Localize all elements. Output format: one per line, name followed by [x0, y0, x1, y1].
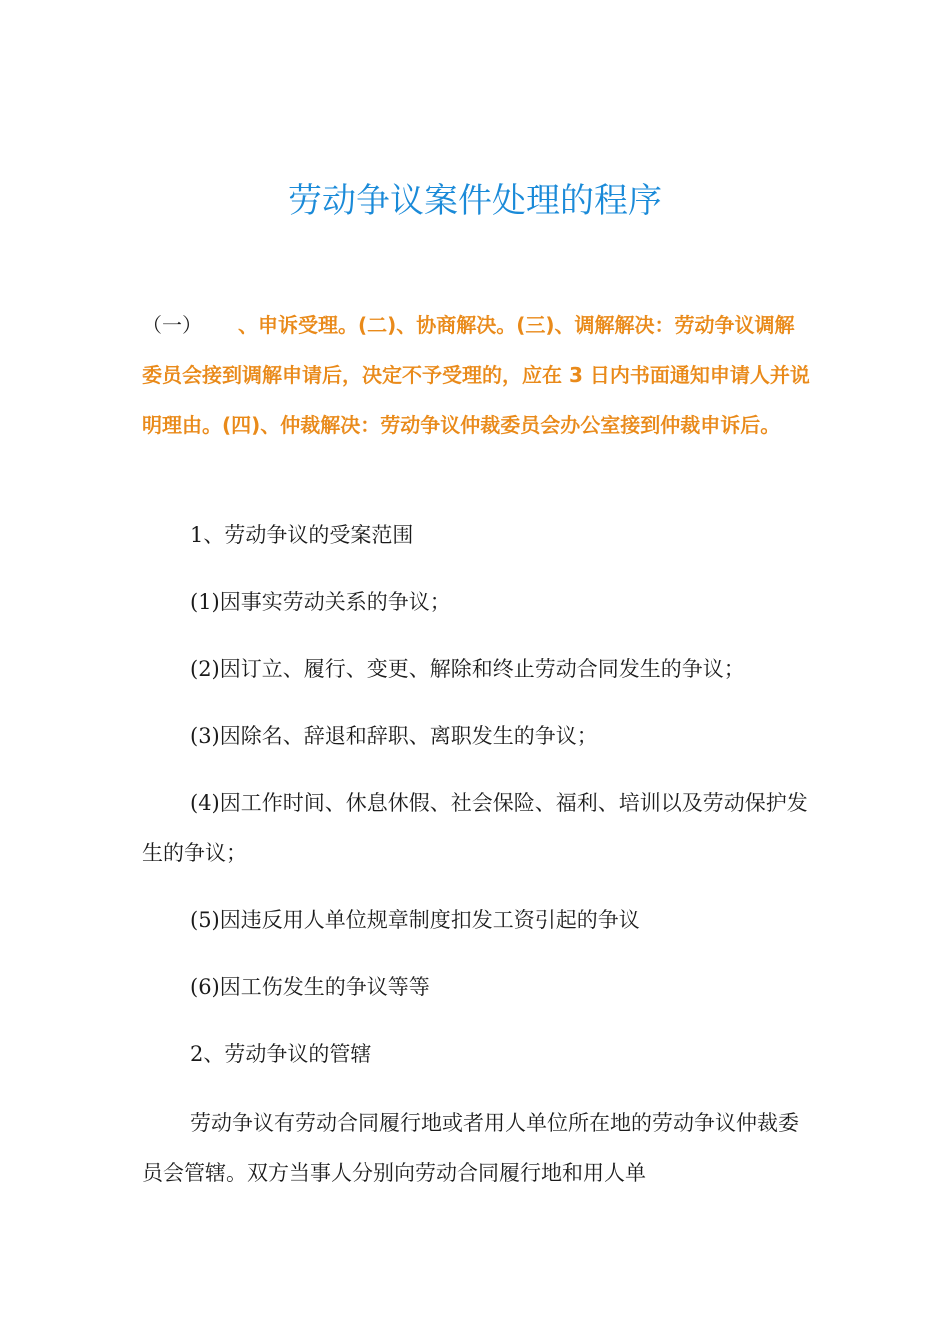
- body-paragraph: 劳动争议有劳动合同履行地或者用人单位所在地的劳动争议仲裁委员会管辖。双方当事人分别向劳动合同履行地和用人单: [142, 1111, 799, 1185]
- list-item: (3)因除名、辞退和辞职、离职发生的争议；: [190, 724, 598, 748]
- section-heading-scope: 1、劳动争议的受案范围: [190, 523, 414, 547]
- list-item: (6)因工伤发生的争议等等: [190, 975, 430, 999]
- summary-lead: （一）: [142, 313, 192, 337]
- list-item: (2)因订立、履行、变更、解除和终止劳动合同发生的争议；: [190, 657, 745, 681]
- summary-text: 、申诉受理。(二)、协商解决。(三)、调解解决：劳动争议调解委员会接到调解申请后，决定不予受理的，应在 3 日内书面通知申请人并说明理由。(四)、仲裁解决：劳动争议仲裁委员会办公室接到仲裁申诉后。: [142, 313, 810, 437]
- summary-paragraph: [142, 300, 810, 450]
- section-heading-jurisdiction: 2、劳动争议的管辖: [190, 1042, 372, 1066]
- document-title: 劳动争议案件处理的程序: [288, 181, 662, 221]
- list-item: (5)因违反用人单位规章制度扣发工资引起的争议: [190, 908, 640, 932]
- list-item: (1)因事实劳动关系的争议；: [190, 590, 451, 614]
- list-item: (4)因工作时间、休息休假、社会保险、福利、培训以及劳动保护发生的争议；: [142, 791, 808, 865]
